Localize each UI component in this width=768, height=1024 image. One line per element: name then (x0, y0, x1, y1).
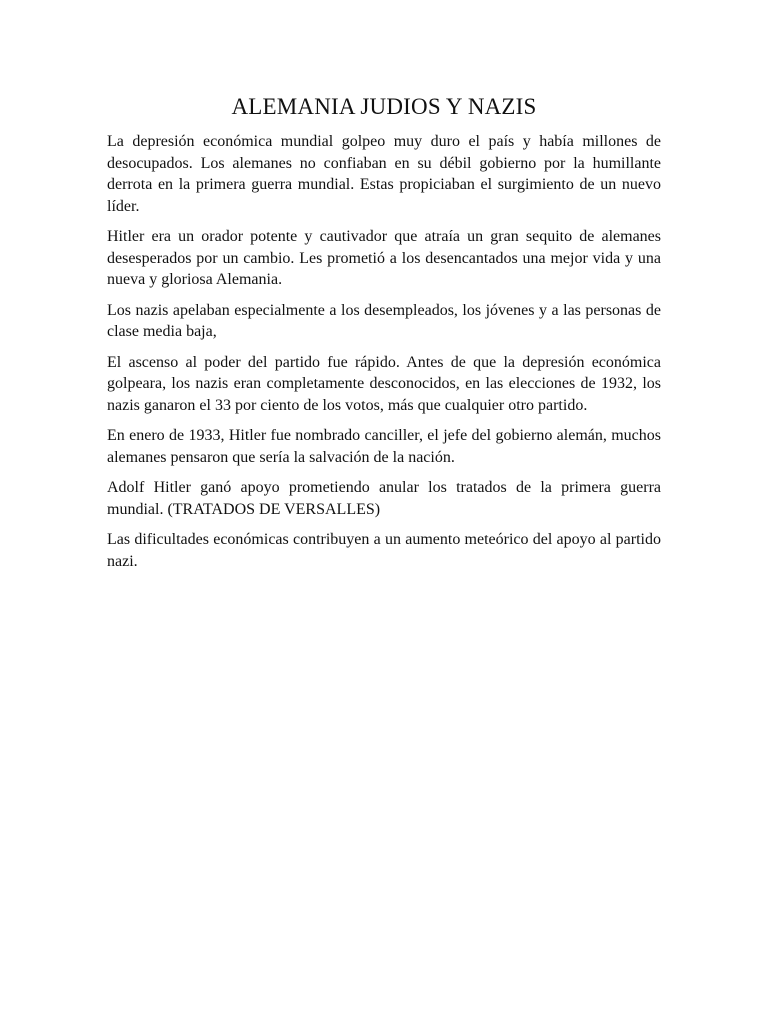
document-body (107, 92, 661, 581)
paragraph-3: Los nazis apelaban especialmente a los desempleados, los jóvenes y a las personas de clase media baja, (107, 301, 661, 340)
paragraph-2: Hitler era un orador potente y cautivador que atraía un gran sequito de alemanes desesperados por un cambio. Les prometió a los desencantados una mejor vida y una nueva y gloriosa Alemania. (107, 228, 661, 288)
paragraph-4: El ascenso al poder del partido fue rápido. Antes de que la depresión económica golpeara, los nazis eran completamente desconocidos, en las elecciones de 1932, los nazis ganaron el 33 por ciento de los votos, más que cualquier otro partido. (107, 353, 661, 414)
paragraph-5: En enero de 1933, Hitler fue nombrado canciller, el jefe del gobierno alemán, muchos alemanes pensaron que sería la salvación de la nación. (107, 427, 661, 466)
paragraph-7: Las dificultades económicas contribuyen a un aumento meteórico del apoyo al partido nazi. (107, 531, 661, 570)
document-title: ALEMANIA JUDIOS Y NAZIS (231, 94, 537, 119)
paragraph-6: Adolf Hitler ganó apoyo prometiendo anular los tratados de la primera guerra mundial. (TRATADOS DE VERSALLES) (107, 479, 661, 518)
paragraph-1: La depresión económica mundial golpeo muy duro el país y había millones de desocupados. Los alemanes no confiaban en su débil gobierno por la humillante derrota en la primera guerra mundial. Estas propiciaban el surgimiento de un nuevo líder. (107, 133, 661, 215)
